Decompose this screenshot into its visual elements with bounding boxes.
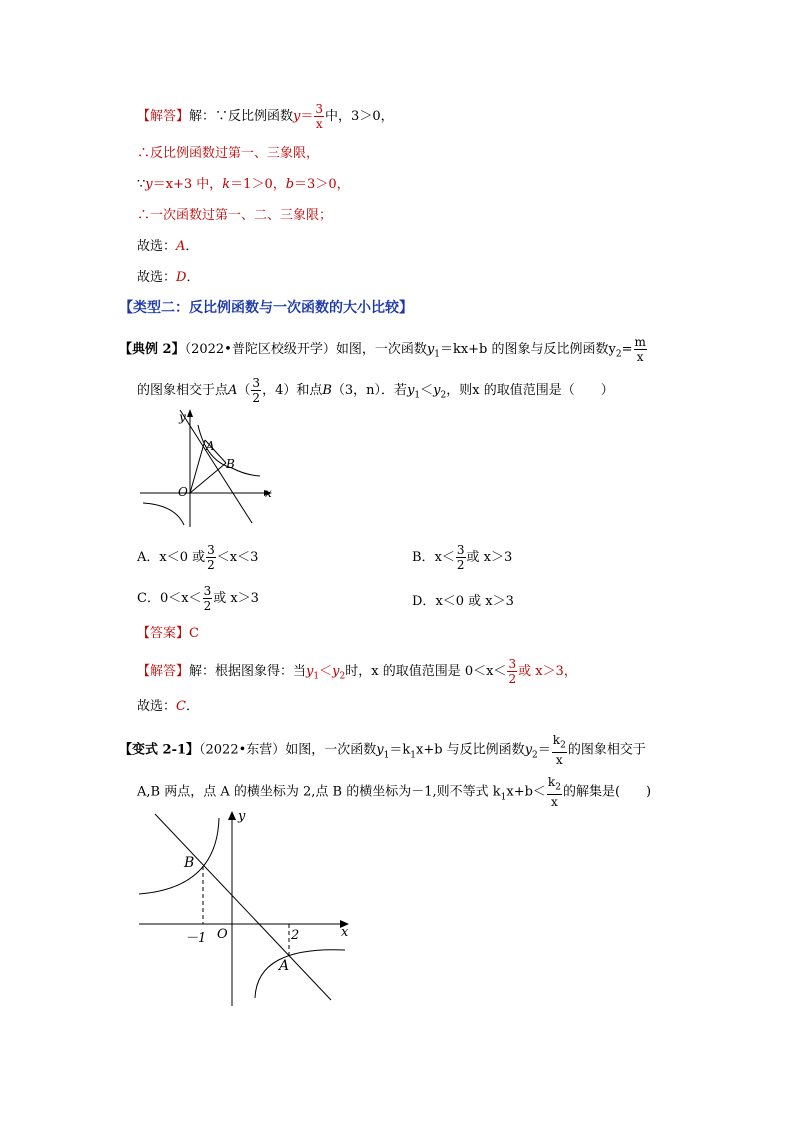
linear-function-line (180, 410, 252, 523)
variant-line-2: A,B 两点，点 A 的横坐标为 2,点 B 的横坐标为－1,则不等式 $k_1x+b<$ $\frac{k_2}{x}$ 的解集是( ) (137, 775, 652, 810)
graph1-x-label: x (265, 486, 272, 500)
answer-text: 解：∵反比例函数 (189, 109, 294, 124)
option-d: D．x＜0 或 x＞3 (412, 594, 514, 609)
segment-oa (190, 440, 205, 493)
graph2-y-label: y (238, 809, 246, 824)
answer-line-1: 【解答】解：∵反比例函数y＝ $\frac{3}{x}$ 中，3＞0， (137, 102, 394, 131)
graph2-neg1: －1 (185, 931, 207, 946)
graph1-point-a: A (206, 439, 215, 453)
example-2-line-2: 的图象相交于点A（ $\frac{3}{2}$ ，4）和点B（3，n）．若$y_1<y_2$，则x 的取值范围是（ ） (137, 376, 614, 405)
variant-line-1: 【变式 2-1】（2022•东营）如图，一次函数$y_1=k_1x+b$ 与反比例函数$y_2=$ $\frac{k_2}{x}$ 的图象相交于 (119, 733, 646, 768)
graph2-two: 2 (291, 928, 300, 943)
answer-tag-c: 【答案】C (137, 626, 199, 641)
answer-line-3: ∵y＝x+3 中，k＝1＞0，b＝3＞0， (137, 177, 350, 192)
type-two-heading: 【类型二：反比例函数与一次函数的大小比较】 (119, 300, 413, 316)
linear-function-line (155, 814, 331, 1000)
answer-line-4: ∴一次函数过第一、二、三象限； (137, 208, 333, 223)
choose-d-line: 故选：D． (137, 270, 200, 285)
graph2-point-a: A (279, 958, 290, 974)
option-b: B．x＜ $\frac{3}{2}$ 或 x＞3 (412, 543, 513, 572)
answer-line-2: ∴反比例函数过第一、三象限， (137, 146, 320, 161)
answer-tag: 【解答】 (137, 109, 190, 124)
segment-ob (190, 463, 226, 493)
fraction-3-over-2: $\frac{3}{2}$ (252, 376, 261, 405)
explain-line: 【解答】解：根据图象得：当$y_1<y_2$时，x 的取值范围是 0＜x＜ $\frac{3}{2}$ 或 x＞3， (137, 657, 577, 686)
option-a: A．x＜0 或 $\frac{3}{2}$ ＜x＜3 (137, 543, 259, 572)
fraction-m-over-x: $\frac{m}{x}$ (634, 335, 646, 364)
hyperbola-branch-3 (143, 503, 184, 525)
example-tag: 【典例 2】 (119, 342, 185, 357)
graph2-x-label: x (341, 925, 349, 940)
graph2-point-b: B (184, 855, 195, 871)
hyperbola-branch-4 (255, 950, 345, 998)
graph2-origin: O (217, 927, 228, 942)
graph-example-2 (140, 405, 280, 530)
choose-c-line: 故选：C． (137, 699, 199, 714)
y-axis-arrow (187, 409, 193, 417)
graph1-y-label: y (179, 410, 186, 424)
choose-a-line: 故选：A． (137, 239, 199, 254)
hyperbola-branch-2 (139, 818, 219, 894)
fraction-3-over-x: $\frac{3}{x}$ (315, 102, 324, 131)
variant-tag: 【变式 2-1】 (119, 742, 200, 758)
graph1-point-b: B (226, 457, 235, 471)
graph-variant-2-1 (135, 808, 360, 1008)
example-2-line-1: 【典例 2】（2022•普陀区校级开学）如图，一次函数$y_1=kx+b$ 的图象与反比例函数$y_2=$ $\frac{m}{x}$ (119, 335, 646, 364)
option-c: C．0＜x＜ $\frac{3}{2}$ 或 x＞3 (137, 584, 259, 613)
graph1-origin: O (178, 485, 188, 499)
y-axis-arrow (228, 811, 236, 820)
